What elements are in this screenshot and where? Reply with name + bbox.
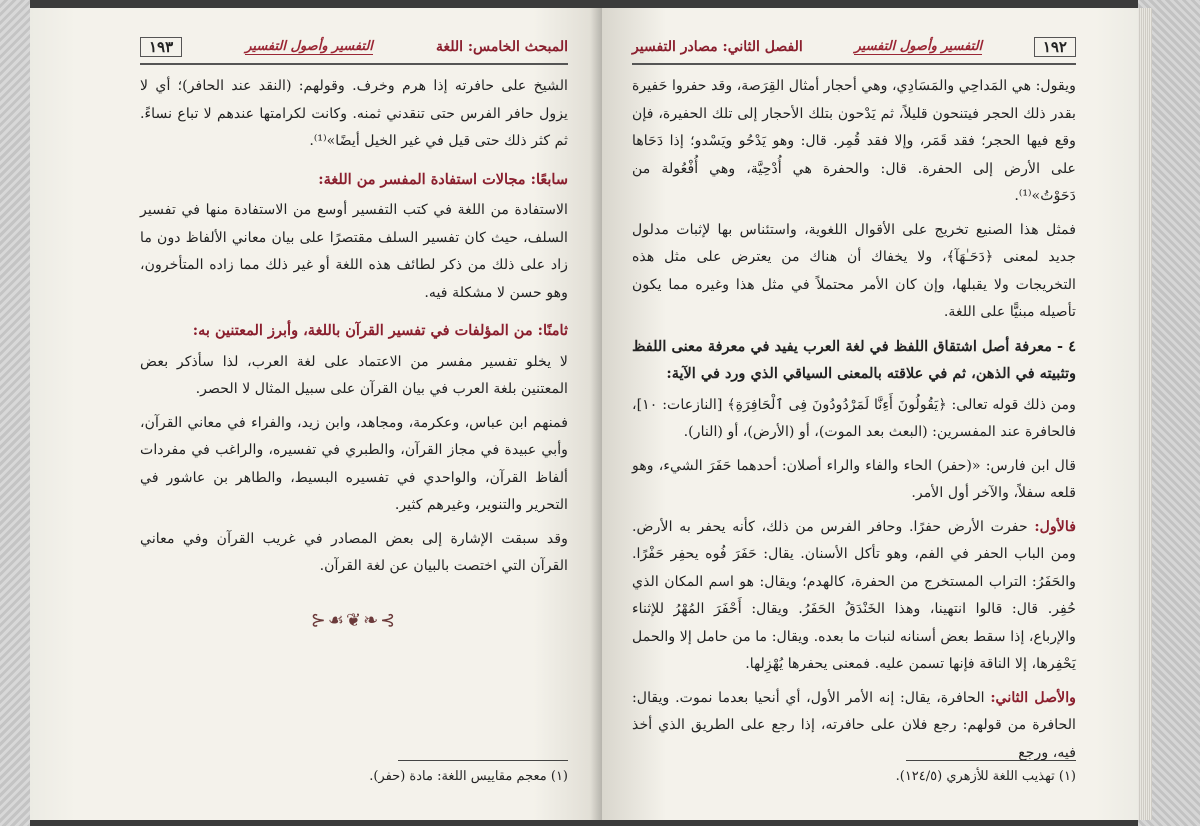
- paragraph-second-root: [632, 685, 1076, 768]
- paragraph: قال ابن فارس: «(حفر) الحاء والفاء والراء أصلان: أحدهما حَفَرَ الشيء، وهو قلعه سفلاً، والآخر أول الأمر.: [632, 457, 1076, 501]
- page-edges: [1138, 8, 1152, 820]
- paragraph: وقد سبقت الإشارة إلى بعض المصادر في غريب القرآن وفي معاني القرآن التي اختصت بالبيان عن لغة القرآن.: [140, 530, 568, 574]
- left-page-header: [140, 34, 568, 65]
- left-footnotes: [140, 760, 568, 784]
- right-page-header: [632, 34, 1076, 65]
- footnote-rule: [398, 760, 568, 761]
- end-ornament: ⊱❧❦☙⊰: [310, 609, 398, 631]
- left-body-text: [140, 73, 568, 634]
- left-page: [30, 8, 602, 820]
- right-page: [602, 8, 1138, 820]
- paragraph: فمثل هذا الصنيع تخريج على الأقوال اللغوية، واستئناس بها لإثبات مدلول جديد لمعنى ﴿دَحَـٰهَآ﴾، ولا يخفاك أن هناك من يعترض على مثل هذه التخريجات ولا يقبلها، وإن كان الأمر محتملاً في مثل هذا وغيره مما يكون تأصيله مبنيًّا على اللغة.: [632, 221, 1076, 320]
- paragraph: لا يخلو تفسير مفسر من الاعتماد على لغة العرب، لذا سأذكر بعض المعتنين بلغة العرب في بيان القرآن على سبيل المثال لا الحصر.: [140, 353, 568, 397]
- footnote: (١) تهذيب اللغة للأزهري (١٢٤/٥).: [895, 769, 1076, 784]
- paragraph: ويقول: هي المَداحِي والمَسَادِي، وهي أحجار أمثال القِرَصة، وقد حفروا حَفيرة بقدر ذلك الحجر فيتنحون قليلاً، ثم يَدْحون بتلك الأحجار إلى تلك الحفيرة، فإن وقع فيها الحجر؛ فقد قَمَر، وإلا فقد قُمِر. قال: وهو يَدْحُو ويَسْدو؛ إذا دَحَاها على الأرض إلى الحفرة. قال: والحفرة هي أُدْحِيَّة، وهي أُفْعُولة من دَحَوْتُ»⁽¹⁾.: [632, 78, 1076, 204]
- first-root-text: حفرت الأرض حفرًا. وحافر الفرس من ذلك، كأنه يحفر به الأرض. ومن الباب الحفر في الفم، وهو تأكل الأسنان. يقال: حَفَرَ فُوه يحفِر حَفْرًا. والحَفَرُ: التراب المستخرج من الحفرة، كالهدم؛ ويقال: هو اسم المكان الذي حُفِر. قال: قالوا انتهينا، وهذا الخَنْدَقُ الحَفَرُ. ويقال: أَحْفَرَ المُهْرُ للإثناء والإرباع، إذا سقط بعض أسنانه لنبات ما بعده. ويقال: ما من حامل إلا والحمل يَحْفِرها، إلا الناقة فإنها تسمن عليه. فمعنى يحفرها يُهْزِلها.: [632, 518, 1076, 672]
- section-heading-seventh: سابعًا: مجالات استفادة المفسر من اللغة:: [318, 170, 568, 188]
- right-body-text: [632, 73, 1076, 767]
- left-page-number: ١٩٣: [140, 37, 182, 57]
- backdrop-left: [0, 0, 30, 826]
- right-book-title: التفسير وأصول التفسير: [854, 39, 983, 54]
- paragraph: ومن ذلك قوله تعالى: ﴿يَقُولُونَ أَءِنَّا لَمَرْدُودُونَ فِى ٱلْحَافِرَةِ﴾ [النازعات: ١٠]، فالحافرة عند المفسرين: (البعث بعد الموت)، أو (الأرض)، أو (النار).: [632, 396, 1076, 440]
- second-root-text: الحافرة، يقال: إنه الأمر الأول، أي أنحيا بعدما نموت. ويقال: الحافرة من قولهم: رجع فلان على حافرته، إذا رجع على الطريق الذي أخذ فيه، ورجع: [632, 689, 1076, 761]
- paragraph: الشيخ على حافرته إذا هرم وخرف. وقولهم: (النقد عند الحافر)؛ أي لا يزول حافر الفرس حتى تنقدني ثمنه. وكانت لكرامتها عندهم لا تباع نساءً. ثم كثر ذلك حتى قيل في غير الخيل أيضًا»⁽¹⁾.: [140, 78, 568, 149]
- second-root-label: والأصل الثاني:: [990, 689, 1077, 706]
- paragraph-first-root: [632, 514, 1076, 679]
- section-heading-eighth: ثامنًا: من المؤلفات في تفسير القرآن باللغة، وأبرز المعتنين به:: [192, 322, 568, 339]
- left-running-head: المبحث الخامس: اللغة: [435, 39, 568, 55]
- right-running-head: الفصل الثاني: مصادر التفسير: [632, 39, 803, 55]
- left-book-title: التفسير وأصول التفسير: [245, 39, 373, 54]
- paragraph: فمنهم ابن عباس، وعكرمة، ومجاهد، وابن زيد، والفراء في معاني القرآن، وأبي عبيدة في مجاز القرآن، والطبري في تفسيره، والراغب في مفردات ألفاظ القرآن، والواحدي في تفسيره البسيط، والطاهر بن عاشور في التحرير والتنوير، وغيرهم كثير.: [140, 414, 568, 513]
- footnote: (١) معجم مقاييس اللغة: مادة (حفر).: [369, 769, 568, 784]
- right-footnotes: [632, 760, 1076, 784]
- numbered-heading-four: ٤ - معرفة أصل اشتقاق اللفظ في لغة العرب يفيد في معرفة معنى اللفظ وتثبيته في الذهن، ثم في علاقته بالمعنى السياقي الذي ورد في الآية:: [632, 337, 1076, 382]
- paragraph: الاستفادة من اللغة في كتب التفسير أوسع من الاستفادة منها في تفسير السلف، حيث كان تفسير السلف مقتصرًا على بيان معاني الألفاظ دون ما زاد على ذلك من ذكر لطائف هذه اللغة أو غير ذلك مما زاده المتأخرون، وهو حسن لا مشكلة فيه.: [140, 202, 568, 301]
- footnote-rule: [906, 760, 1076, 761]
- right-page-number: ١٩٢: [1034, 37, 1076, 57]
- first-root-label: فالأول:: [1034, 518, 1076, 535]
